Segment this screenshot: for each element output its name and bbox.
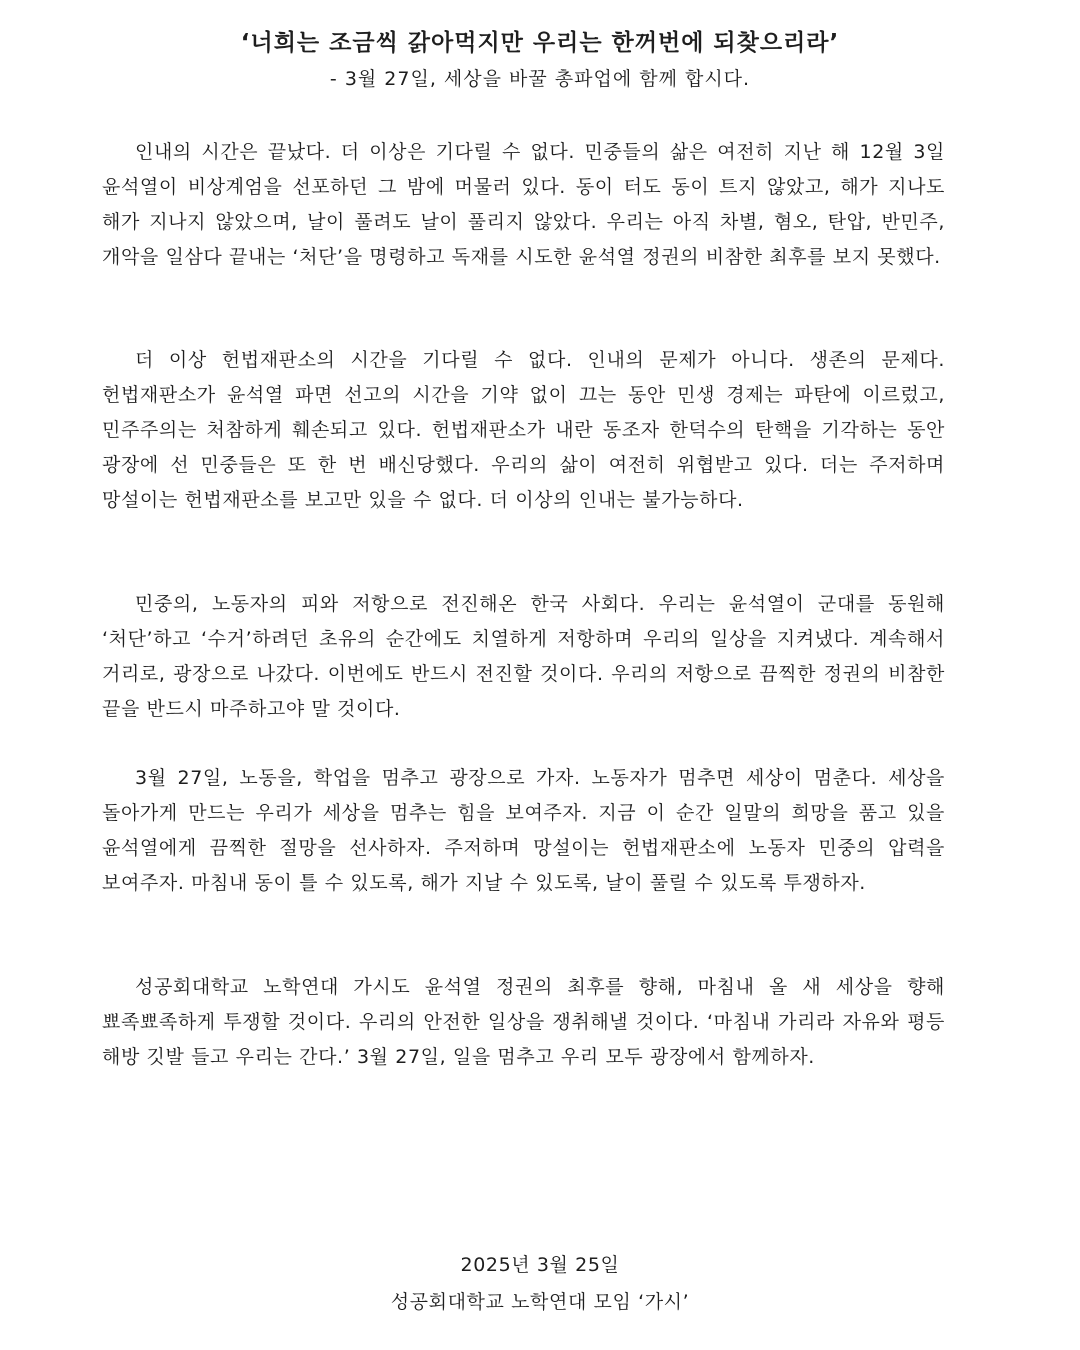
statement-signer: 성공회대학교 노학연대 모임 ‘가시’	[390, 1291, 690, 1313]
statement-subtitle: - 3월 27일, 세상을 바꿀 총파업에 함께 합시다.	[329, 68, 751, 90]
paragraph-1: 인내의 시간은 끝났다. 더 이상은 기다릴 수 없다. 민중들의 삶은 여전히 지난 해 12월 3일 윤석열이 비상계엄을 선포하던 그 밤에 머물러 있다. 동이 터도 동이 트지 않았고, 해가 지나도 해가 지나지 않았으며, 날이 풀려도 날이 풀리지 않았다. 우리는 아직 차별, 혐오, 탄압, 반민주, 개악을 일삼다 끝내는 ‘처단’을 명령하고 독재를 시도한 윤석열 정권의 비참한 최후를 보지 못했다.	[102, 141, 945, 268]
statement-date: 2025년 3월 25일	[460, 1254, 620, 1276]
paragraph-5: 성공회대학교 노학연대 가시도 윤석열 정권의 최후를 향해, 마침내 올 새 세상을 향해 뾰족뾰족하게 투쟁할 것이다. 우리의 안전한 일상을 쟁취해낼 것이다. ‘마침내 가리라 자유와 평등 해방 깃발 들고 우리는 간다.’ 3월 27일, 일을 멈추고 우리 모두 광장에서 함께하자.	[102, 976, 945, 1068]
statement-title: ‘너희는 조금씩 갉아먹지만 우리는 한꺼번에 되찾으리라’	[240, 30, 840, 56]
paragraph-4: 3월 27일, 노동을, 학업을 멈추고 광장으로 가자. 노동자가 멈추면 세상이 멈춘다. 세상을 돌아가게 만드는 우리가 세상을 멈추는 힘을 보여주자. 지금 이 순간 일말의 희망을 품고 있을 윤석열에게 끔찍한 절망을 선사하자. 주저하며 망설이는 헌법재판소에 노동자 민중의 압력을 보여주자. 마침내 동이 틀 수 있도록, 해가 지날 수 있도록, 날이 풀릴 수 있도록 투쟁하자.	[102, 767, 945, 894]
paragraph-2: 더 이상 헌법재판소의 시간을 기다릴 수 없다. 인내의 문제가 아니다. 생존의 문제다. 헌법재판소가 윤석열 파면 선고의 시간을 기약 없이 끄는 동안 민생 경제는 파탄에 이르렀고, 민주주의는 처참하게 훼손되고 있다. 헌법재판소가 내란 동조자 한덕수의 탄핵을 기각하는 동안 광장에 선 민중들은 또 한 번 배신당했다. 우리의 삶이 여전히 위협받고 있다. 더는 주저하며 망설이는 헌법재판소를 보고만 있을 수 없다. 더 이상의 인내는 불가능하다.	[102, 349, 945, 511]
paragraph-3: 민중의, 노동자의 피와 저항으로 전진해온 한국 사회다. 우리는 윤석열이 군대를 동원해 ‘처단’하고 ‘수거’하려던 초유의 순간에도 치열하게 저항하며 우리의 일상을 지켜냈다. 계속해서 거리로, 광장으로 나갔다. 이번에도 반드시 전진할 것이다. 우리의 저항으로 끔찍한 정권의 비참한 끝을 반드시 마주하고야 말 것이다.	[102, 593, 945, 720]
